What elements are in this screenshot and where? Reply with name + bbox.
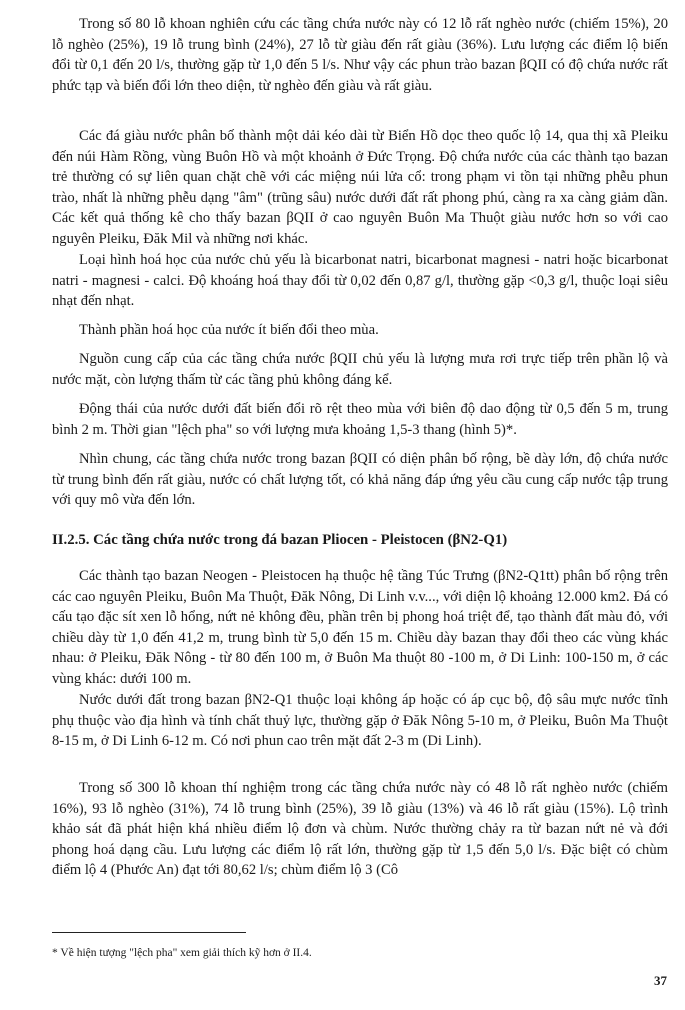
paragraph-9: Nước dưới đất trong bazan βN2-Q1 thuộc loại không áp hoặc có áp cục bộ, độ sâu mực nước tĩnh phụ thuộc vào địa hình và tính chất thuỷ lực, thường gặp ở Đăk Nông 5-10 m, ở Pleiku, Buôn Ma Thuột 8-15 m, ở Di Linh 6-12 m. Có nơi phun cao trên mặt đất 2-3 m (Di Linh). — [52, 692, 668, 750]
paragraph-4: Thành phần hoá học của nước ít biến đổi theo mùa. — [79, 322, 379, 338]
paragraph-7: Nhìn chung, các tầng chứa nước trong bazan βQII có diện phân bố rộng, bề dày lớn, độ chứa nước từ trung bình đến rất giàu, nước có chất lượng tốt, có khả năng đáp ứng yêu cầu cung cấp nước tập trung với quy mô vừa đến lớn. — [52, 451, 668, 509]
footnote: * Về hiện tượng "lệch pha" xem giải thích kỹ hơn ở II.4. — [52, 947, 312, 959]
paragraph-6: Động thái của nước dưới đất biến đổi rõ rệt theo mùa với biên độ dao động từ 0,5 đến 5 m, trung bình 2 m. Thời gian "lệch pha" so với lượng mưa khoảng 1,5-3 thang (hình 5)*. — [52, 401, 668, 438]
paragraph-10: Trong số 300 lỗ khoan thí nghiệm trong các tầng chứa nước này có 48 lỗ rất nghèo nước (chiếm 16%), 93 lỗ nghèo (31%), 74 lỗ trung bình (25%), 39 lỗ giàu (13%) và 46 lỗ rất giàu (15%). Lộ trình khảo sát đã phát hiện khá nhiều điểm lộ đơn và chùm. Nước thường chảy ra từ bazan nứt nẻ và đới phong hoá dạng cầu. Lưu lượng các điểm lộ rất lớn, thường gặp từ 1,5 đến 5,0 l/s. Đặc biệt có chùm điểm lộ 4 (Phước An) đạt tới 80,62 l/s; chùm điểm lộ 3 (Cô — [52, 780, 668, 879]
paragraph-2: Các đá giàu nước phân bố thành một dải kéo dài từ Biển Hồ dọc theo quốc lộ 14, qua thị xã Pleiku đến núi Hàm Rồng, vùng Buôn Hồ và một khoảnh ở Đức Trọng. Độ chứa nước của các thành tạo bazan trẻ thường có sự liên quan chặt chẽ với các miệng núi lửa cổ: trong phạm vi tồn tại những phễu phun trào, nhất là những phễu dạng "âm" (trũng sâu) nước dưới đất rất phong phú, càng ra xa càng giảm dần. Các kết quả thống kê cho thấy bazan βQII ở cao nguyên Buôn Ma Thuột giàu nước hơn so với cao nguyên Pleiku, Đăk Mil và những nơi khác. — [52, 128, 668, 247]
footnote-divider — [52, 932, 246, 933]
section-heading: II.2.5. Các tầng chứa nước trong đá bazan Pliocen - Pleistocen (βN2-Q1) — [52, 532, 508, 548]
paragraph-1: Trong số 80 lỗ khoan nghiên cứu các tầng chứa nước này có 12 lỗ rất nghèo nước (chiếm 15%), 20 lỗ nghèo (25%), 19 lỗ trung bình (24%), 27 lỗ từ giàu đến rất giàu (36%). Lưu lượng các điểm lộ biến đổi từ 0,1 đến 20 l/s, thường gặp từ 1,0 đến 5 l/s. Như vậy các phun trào bazan βQII có độ chứa nước rất phức tạp và biến đổi lớn theo diện, từ nghèo đến giàu và rất giàu. — [52, 16, 668, 94]
paragraph-8: Các thành tạo bazan Neogen - Pleistocen hạ thuộc hệ tầng Túc Trưng (βN2-Q1tt) phân bố rộng trên các cao nguyên Pleiku, Buôn Ma Thuột, Đăk Nông, Di Linh v.v..., với diện lộ khoảng 12.000 km2. Đá có cấu tạo đặc sít xen lỗ hổng, nứt nẻ không đều, phần trên bị phong hoá triệt để, tạo thành đất màu đỏ, với chiều dày từ 1,0 đến 41,2 m, trung bình từ 5,0 đến 15 m. Chiều dày bazan thay đổi theo các vùng khác nhau: ở Pleiku, Đăk Nông - từ 80 đến 100 m, ở Buôn Ma thuột 80 -100 m, ở Di Linh: 100-150 m, ở các vùng khác: dưới 100 m. — [52, 568, 668, 687]
paragraph-3: Loại hình hoá học của nước chủ yếu là bicarbonat natri, bicarbonat magnesi - natri hoặc bicarbonat natri - magnesi - calci. Độ khoáng hoá thay đổi từ 0,02 đến 0,87 g/l, thường gặp <0,3 g/l, thuộc loại siêu nhạt đến nhạt. — [52, 252, 668, 310]
page-number: 37 — [654, 973, 667, 988]
paragraph-5: Nguồn cung cấp của các tầng chứa nước βQII chủ yếu là lượng mưa rơi trực tiếp trên phần lộ và nước mặt, còn lượng thấm từ các tầng phủ không đáng kể. — [52, 351, 668, 388]
